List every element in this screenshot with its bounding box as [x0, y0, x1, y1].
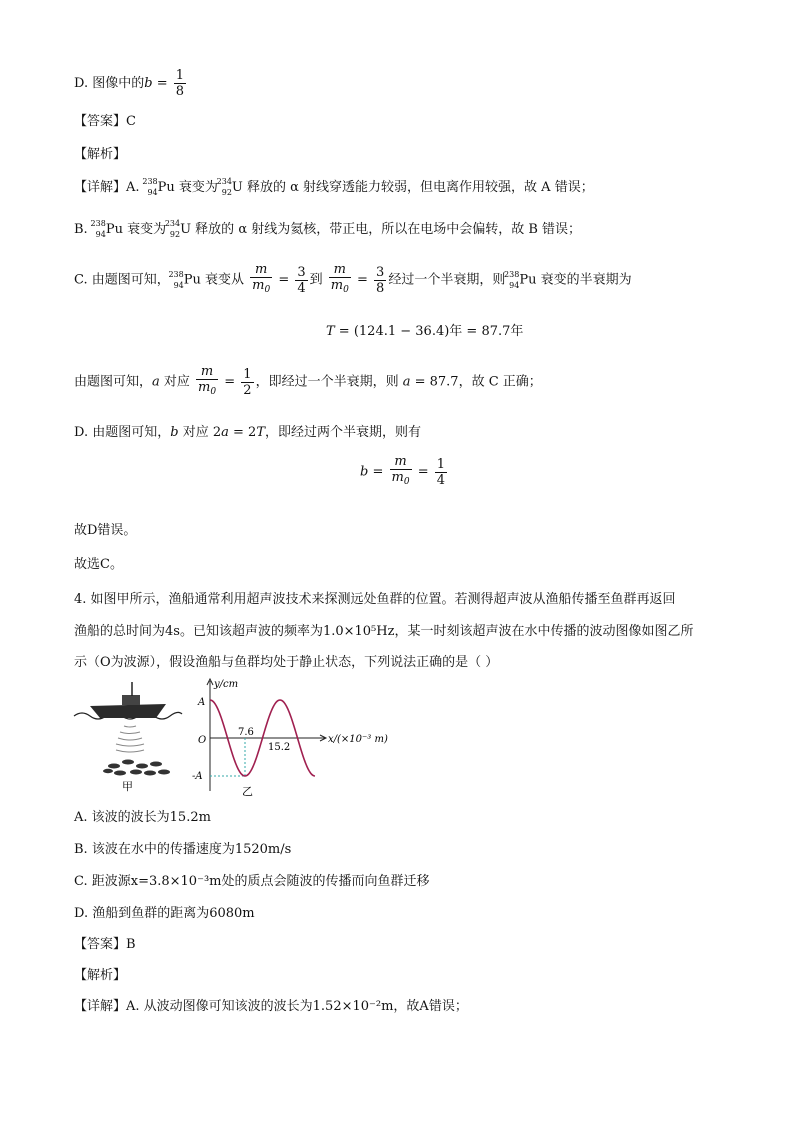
q3-line-a: 由题图可知，a 对应 $\frac{m}{m_0}$ = $\frac{1}{2}$ ，即经过一个半衰期，则 a = 87.7，故 C 正确； [74, 364, 542, 400]
fig-caption-jia: 甲 [122, 780, 133, 793]
q3-wrong-d: 故D错误。 [74, 523, 137, 538]
q4-stem-2: 渔船的总时间为4s。已知该超声波的频率为1.0×10⁵Hz，某一时刻该超声波在水中传播的波动图像如图乙所 [74, 624, 694, 639]
tick-A: A [198, 697, 206, 708]
sonar-waves-icon [116, 726, 144, 752]
q4-option-a: A. 该波的波长为15.2m [74, 810, 211, 825]
fraction-m-m0: $\frac{m}{m_0}$ [252, 262, 271, 295]
fraction-3-4: $\frac{3}{4}$ [297, 264, 306, 296]
q4-stem-1: 4. 如图甲所示，渔船通常利用超声波技术来探测远处鱼群的位置。若测得超声波从渔船传播至鱼群再返回 [74, 592, 676, 607]
fish-school-icon [103, 760, 170, 776]
origin-label: O [198, 735, 207, 746]
q4-option-b: B. 该波在水中的传播速度为1520m/s [74, 842, 292, 857]
wave-chart [190, 675, 400, 800]
tick-7-6: 7.6 [238, 727, 254, 738]
fraction-1-2: $\frac{1}{2}$ [243, 366, 252, 398]
fraction-m-m0: $\frac{m}{m_0}$ [391, 454, 410, 487]
q3-option-d: D. 图像中的b = $\frac{1}{8}$ [74, 68, 185, 99]
fig-caption-yi: 乙 [242, 785, 253, 798]
q3-answer: 【答案】C [74, 114, 136, 129]
q4-analysis: 【解析】 [74, 968, 127, 983]
y-axis-label: y/cm [214, 679, 239, 690]
formula-b: b = $\frac{m}{m_0}$ = $\frac{1}{4}$ [360, 454, 449, 490]
fraction-3-8: $\frac{3}{8}$ [376, 264, 385, 296]
q4-option-d: D. 渔船到鱼群的距离为6080m [74, 906, 255, 921]
q4-stem-3: 示（O为波源），假设渔船与鱼群均处于静止状态，下列说法正确的是（ ） [74, 655, 499, 670]
q4-option-c: C. 距波源x=3.8×10⁻³m处的质点会随波的传播而向鱼群迁移 [74, 874, 430, 889]
q3-detail-c: C. 由题图可知， 238 94 Pu 衰变从 $\frac{m}{m_0}$ = $\frac{3}{4}$ 到 $\frac{m}{m_0}$ = $\frac{3}{8}$ 经过一个半衰期，则 238 94 Pu 衰变的半衰期为 [74, 262, 632, 298]
fraction-1-4: $\frac{1}{4}$ [436, 456, 446, 488]
x-axis-label: x/(×10⁻³ m) [328, 734, 388, 745]
q3-analysis: 【解析】 [74, 147, 127, 162]
q3-choose: 故选C。 [74, 557, 123, 572]
q4-detail-a: 【详解】A. 从波动图像可知该波的波长为1.52×10⁻²m，故A错误； [74, 999, 468, 1014]
fraction-1-8: $\frac{1}{8}$ [175, 68, 185, 99]
formula-half-life: T = (124.1 − 36.4)年 = 87.7年 [326, 324, 524, 339]
q3-option-d-prefix: D. 图像中的 [74, 76, 145, 91]
fraction-m-m0: $\frac{m}{m_0}$ [198, 364, 217, 397]
tick-15-2: 15.2 [268, 742, 291, 753]
q3-detail-d: D. 由题图可知，b 对应 2a = 2T，即经过两个半衰期，则有 [74, 425, 421, 440]
q3-detail-b: B. 238 94 Pu 衰变为 234 92 U 释放的 α 射线为氦核，带正电，所以在电场中会偏转，故 B 错误； [74, 219, 582, 239]
q3-detail-a: 【详解】A. 238 94 Pu 衰变为 234 92 U 释放的 α 射线穿透能力较弱，但电离作用较强，故 A 错误； [74, 177, 594, 197]
tick-neg-A: -A [192, 771, 203, 782]
q4-answer: 【答案】B [74, 937, 136, 952]
fraction-m-m0: $\frac{m}{m_0}$ [330, 262, 349, 295]
boat-figure [70, 680, 185, 795]
boat-hull-icon [90, 704, 166, 718]
boat-cabin-icon [122, 695, 140, 705]
var-b: b [144, 76, 153, 91]
